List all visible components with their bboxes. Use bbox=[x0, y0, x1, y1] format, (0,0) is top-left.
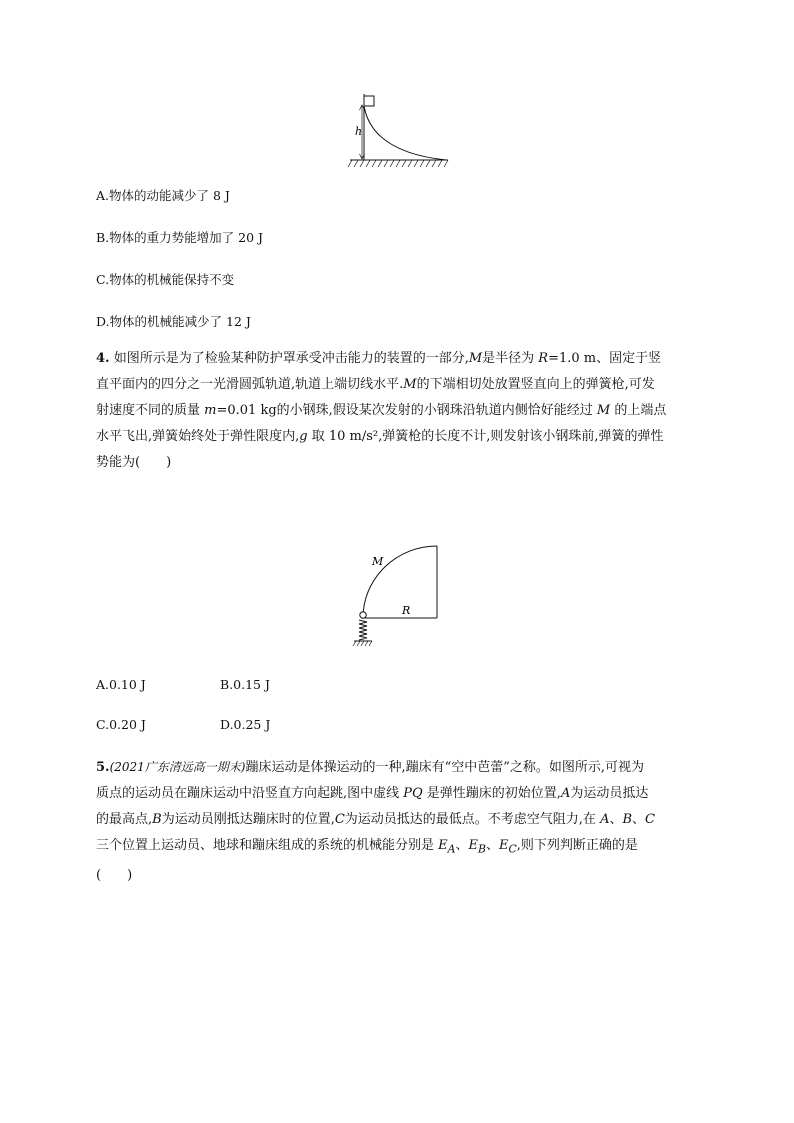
var-A: A bbox=[600, 812, 610, 827]
quarter-circle-figure bbox=[340, 540, 450, 652]
q4-line-5: 势能为( ) bbox=[96, 455, 172, 470]
q5-text: 为运动员抵达的最低点。不考虑空气阻力,在 bbox=[344, 812, 601, 827]
q3-option-b: B.物体的重力势能增加了 20 J bbox=[96, 230, 264, 245]
q5-text: 、 bbox=[632, 812, 646, 827]
q5-text: 的最高点, bbox=[96, 812, 153, 827]
q4-line-3 bbox=[96, 398, 716, 424]
q4-line-2 bbox=[96, 372, 716, 398]
var-M: M bbox=[596, 403, 611, 418]
q5-text: 为运动员刚抵达蹦床时的位置, bbox=[161, 812, 335, 827]
q4-text: =1.0 m、固定于竖 bbox=[548, 351, 662, 366]
var-g: g bbox=[299, 429, 308, 444]
q4-text: 射速度不同的质量 bbox=[96, 403, 205, 418]
var-m: m bbox=[204, 403, 217, 418]
q4-text: 直平面内的四分之一光滑圆弧轨道,轨道上端切线水平. bbox=[96, 377, 404, 392]
label-R: R bbox=[402, 604, 411, 617]
q4-text: 如图所示是为了检验某种防护罩承受冲击能力的装置的一部分, bbox=[109, 351, 469, 366]
q5-line-3 bbox=[96, 807, 716, 833]
var-R: R bbox=[538, 351, 549, 366]
subscript-C: C bbox=[508, 842, 517, 856]
block bbox=[364, 96, 374, 106]
q4-option-c: C.0.20 J bbox=[96, 717, 146, 732]
subscript-B: B bbox=[477, 842, 486, 856]
q3-option-c: C.物体的机械能保持不变 bbox=[96, 272, 235, 287]
q5-source: (2021广东清远高一期末) bbox=[109, 760, 246, 774]
q5-text: 、 bbox=[455, 838, 469, 853]
var-PQ: PQ bbox=[403, 786, 423, 801]
q5-text: 、 bbox=[609, 812, 623, 827]
q4-text: 取 10 m/s²,弹簧枪的长度不计,则发射该小钢珠前,弹簧的弹性 bbox=[307, 429, 664, 444]
ramp-curve bbox=[364, 106, 446, 160]
subscript-A: A bbox=[447, 842, 456, 856]
q5-line-2 bbox=[96, 781, 716, 807]
var-M: M bbox=[468, 351, 483, 366]
q4-text: 水平飞出,弹簧始终处于弹性限度内, bbox=[96, 429, 300, 444]
spring bbox=[359, 620, 367, 640]
q4-line-4 bbox=[96, 424, 716, 450]
q5-line-4 bbox=[96, 833, 716, 863]
q3-option-a: A.物体的动能减少了 8 J bbox=[96, 188, 230, 203]
q3-option-d: D.物体的机械能减少了 12 J bbox=[96, 314, 251, 329]
var-E: E bbox=[498, 838, 509, 853]
q5-text: 是弹性蹦床的初始位置, bbox=[422, 786, 561, 801]
var-B: B bbox=[622, 812, 633, 827]
ground-hatch bbox=[348, 160, 448, 167]
q4-text: 是半径为 bbox=[482, 351, 539, 366]
q5-number: 5. bbox=[96, 760, 110, 775]
q5-text: 为运动员抵达 bbox=[570, 786, 649, 801]
q5-text: 、 bbox=[485, 838, 499, 853]
var-E: E bbox=[468, 838, 478, 853]
q4-text: =0.01 kg的小钢珠,假设某次发射的小钢珠沿轨道内侧恰好能经过 bbox=[216, 403, 597, 418]
q5-line-1 bbox=[96, 754, 716, 781]
q4-option-a: A.0.10 J bbox=[96, 677, 146, 692]
q4-line-1 bbox=[96, 346, 716, 372]
q4-text: 的下端相切处放置竖直向上的弹簧枪,可发 bbox=[416, 377, 655, 392]
steel-ball bbox=[360, 612, 366, 618]
q4-number: 4. bbox=[96, 351, 110, 366]
var-A: A bbox=[560, 786, 571, 801]
q5-text: 蹦床运动是体操运动的一种,蹦床有“空中芭蕾”之称。如图所示,可视为 bbox=[245, 760, 645, 775]
q5-text: 三个位置上运动员、地球和蹦床组成的系统的机械能分别是 bbox=[96, 838, 439, 853]
question-4 bbox=[96, 346, 716, 476]
var-C: C bbox=[645, 812, 655, 827]
question-5 bbox=[96, 754, 716, 889]
var-B: B bbox=[152, 812, 162, 827]
q5-line-5: ( ) bbox=[96, 867, 133, 883]
label-M: M bbox=[372, 555, 384, 568]
ramp-figure bbox=[340, 90, 460, 172]
height-label: h bbox=[355, 125, 363, 138]
var-M: M bbox=[403, 377, 417, 392]
var-C: C bbox=[334, 812, 345, 827]
q4-option-b: B.0.15 J bbox=[220, 677, 270, 692]
q5-text: 质点的运动员在蹦床运动中沿竖直方向起跳,图中虚线 bbox=[96, 786, 404, 801]
var-E: E bbox=[438, 838, 448, 853]
spring-base-hatch bbox=[353, 641, 372, 646]
q5-text: ,则下列判断正确的是 bbox=[516, 838, 638, 853]
q4-option-d: D.0.25 J bbox=[220, 717, 271, 732]
q4-text: 的上端点 bbox=[610, 403, 667, 418]
